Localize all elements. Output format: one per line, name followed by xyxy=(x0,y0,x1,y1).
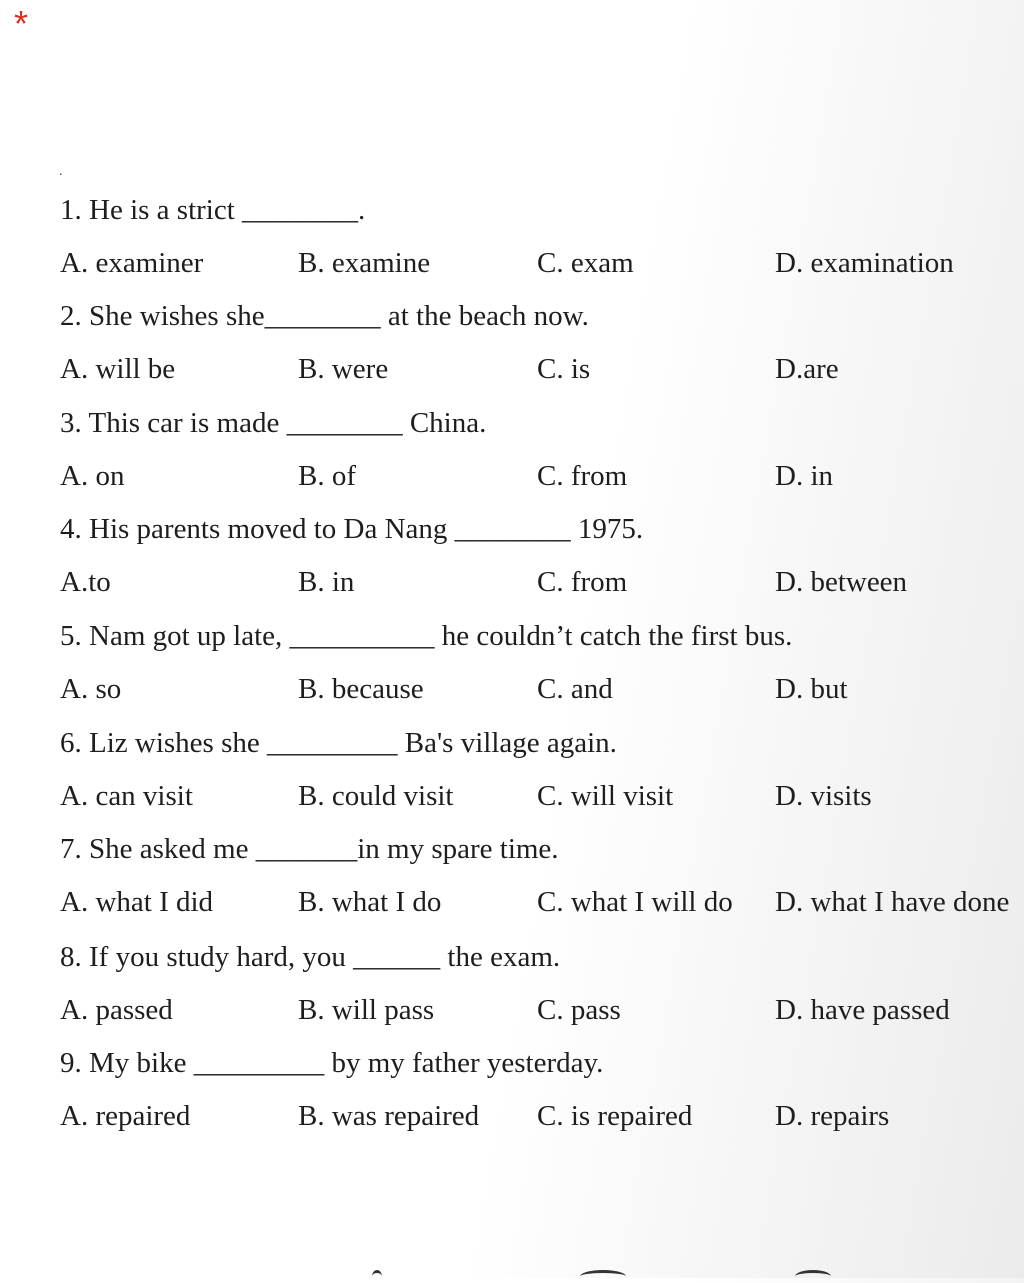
option-c: C. is repaired xyxy=(537,1100,693,1132)
option-d: D. visits xyxy=(775,780,872,812)
option-a: A. examiner xyxy=(60,247,204,279)
option-d: D. have passed xyxy=(775,994,950,1026)
option-d: D. between xyxy=(775,566,908,598)
question-stem: 2. She wishes she________ at the beach now. xyxy=(60,300,589,332)
question-7 xyxy=(0,832,1024,938)
stray-dot: . xyxy=(59,164,63,179)
option-b: B. will pass xyxy=(298,994,435,1026)
option-b: B. were xyxy=(298,353,389,385)
option-a: A. what I did xyxy=(60,886,214,918)
option-c: C. what I will do xyxy=(537,886,733,918)
option-b: B. what I do xyxy=(298,886,442,918)
question-stem: 6. Liz wishes she _________ Ba's village again. xyxy=(60,727,617,759)
question-5 xyxy=(0,619,1024,725)
question-stem: 9. My bike _________ by my father yesterday. xyxy=(60,1047,604,1079)
option-c: C. and xyxy=(537,673,613,705)
option-c: C. pass xyxy=(537,994,621,1026)
question-stem: 1. He is a strict ________. xyxy=(60,194,366,226)
option-a: A. can visit xyxy=(60,780,193,812)
option-a: A. on xyxy=(60,460,125,492)
option-c: C. exam xyxy=(537,247,634,279)
option-d: D. but xyxy=(775,673,848,705)
question-stem: 8. If you study hard, you ______ the exam. xyxy=(60,941,561,973)
option-b: B. of xyxy=(298,460,356,492)
option-d: D. in xyxy=(775,460,833,492)
cropped-glyph xyxy=(795,1270,831,1283)
question-9 xyxy=(0,1046,1024,1152)
option-c: C. will visit xyxy=(537,780,674,812)
cropped-glyph xyxy=(580,1270,626,1283)
cropped-glyph xyxy=(372,1270,382,1283)
cropped-bottom-text xyxy=(0,1262,1024,1278)
option-b: B. because xyxy=(298,673,424,705)
option-d: D. repairs xyxy=(775,1100,890,1132)
option-a: A. will be xyxy=(60,353,176,385)
option-a: A. passed xyxy=(60,994,173,1026)
question-1 xyxy=(0,193,1024,299)
option-b: B. could visit xyxy=(298,780,454,812)
option-b: B. was repaired xyxy=(298,1100,480,1132)
question-stem: 4. His parents moved to Da Nang ________ 1975. xyxy=(60,513,644,545)
option-a: A. so xyxy=(60,673,122,705)
question-3 xyxy=(0,406,1024,512)
option-c: C. is xyxy=(537,353,591,385)
question-stem: 7. She asked me _______in my spare time. xyxy=(60,833,559,865)
option-c: C. from xyxy=(537,566,628,598)
question-stem: 3. This car is made ________ China. xyxy=(60,407,487,439)
option-b: B. in xyxy=(298,566,355,598)
required-asterisk: * xyxy=(14,3,29,44)
option-a: A.to xyxy=(60,566,111,598)
question-8 xyxy=(0,940,1024,1046)
option-d: D. examination xyxy=(775,247,954,279)
option-d: D. what I have done xyxy=(775,886,1010,918)
question-2 xyxy=(0,299,1024,405)
question-4 xyxy=(0,512,1024,618)
option-a: A. repaired xyxy=(60,1100,191,1132)
option-b: B. examine xyxy=(298,247,431,279)
question-6 xyxy=(0,726,1024,832)
question-stem: 5. Nam got up late, __________ he couldn’t catch the first bus. xyxy=(60,620,793,652)
option-c: C. from xyxy=(537,460,628,492)
option-d: D.are xyxy=(775,353,839,385)
